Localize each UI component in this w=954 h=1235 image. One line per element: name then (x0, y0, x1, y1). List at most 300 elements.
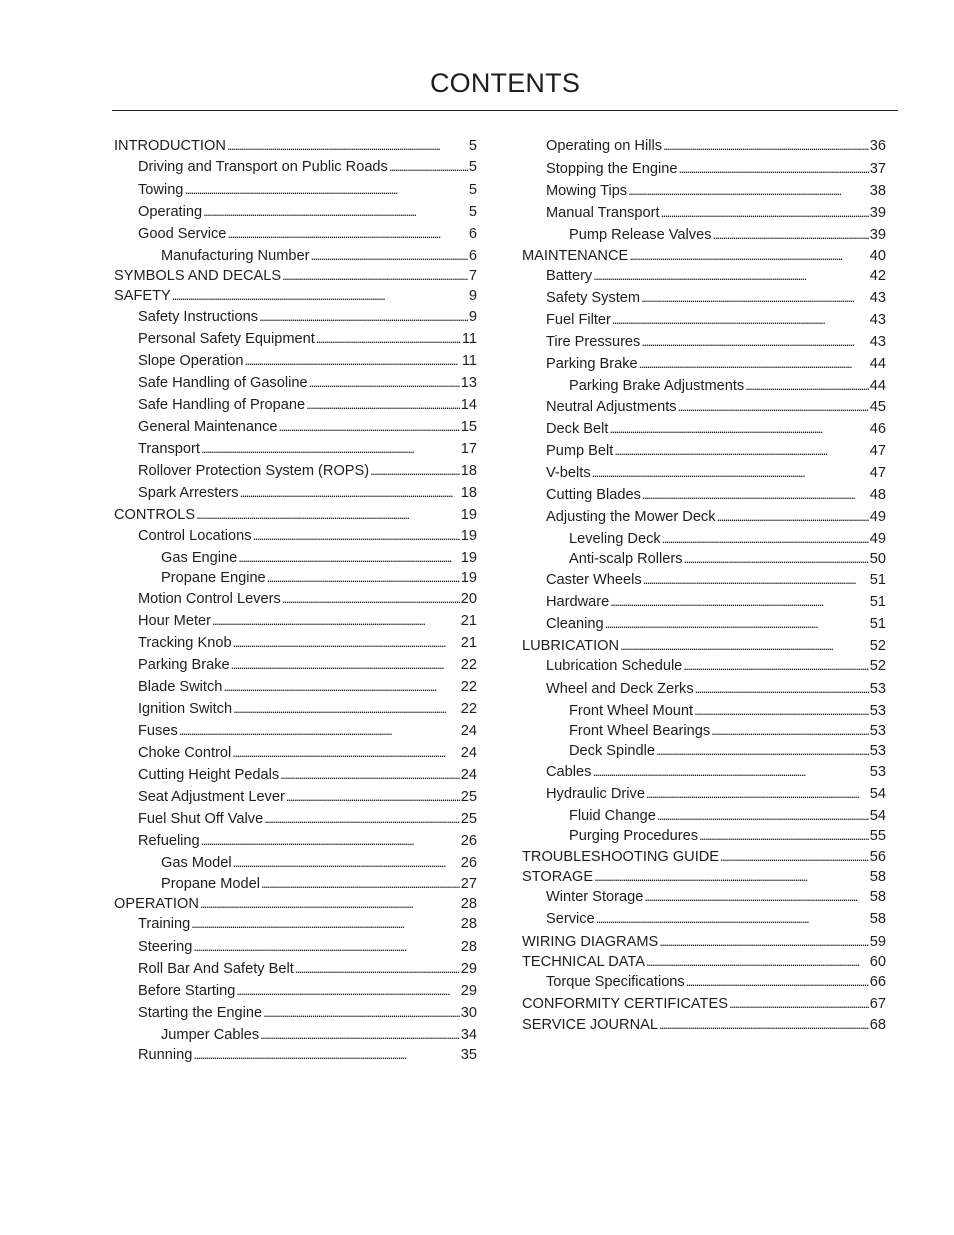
toc-entry[interactable] (161, 247, 477, 265)
toc-entry-page: 35 (460, 1047, 477, 1063)
toc-leader-dots (310, 247, 467, 265)
toc-entry-page: 51 (869, 616, 886, 632)
toc-entry-title: Winter Storage (546, 889, 644, 905)
toc-entry-page: 14 (460, 397, 477, 413)
toc-entry-page: 46 (869, 421, 886, 437)
toc-entry-page: 19 (460, 570, 477, 586)
toc-entry-title: Caster Wheels (546, 572, 642, 588)
toc-entry[interactable] (546, 910, 886, 928)
toc-entry[interactable] (138, 788, 477, 806)
toc-entry-page: 18 (460, 463, 477, 479)
toc-leader-dots (620, 637, 869, 655)
toc-entry-title: Training (138, 916, 191, 932)
toc-leader-dots (389, 158, 468, 176)
toc-entry-page: 17 (460, 441, 477, 457)
toc-entry[interactable] (138, 374, 477, 392)
toc-entry[interactable] (161, 549, 477, 567)
toc-entry-title: Driving and Transport on Public Roads (138, 159, 388, 175)
toc-entry[interactable] (546, 571, 886, 589)
toc-entry-title: Pump Release Valves (569, 227, 712, 243)
toc-entry-title: TROUBLESHOOTING GUIDE (522, 849, 720, 865)
toc-entry-page: 58 (869, 889, 886, 905)
toc-entry-page: 19 (460, 528, 477, 544)
toc-leader-dots (236, 982, 459, 1000)
toc-entry-title: Deck Belt (546, 421, 609, 437)
toc-leader-dots (612, 311, 869, 329)
toc-leader-dots (244, 352, 460, 370)
toc-entry-page: 59 (869, 934, 886, 950)
toc-entry-page: 26 (460, 833, 477, 849)
toc-entry-title: Good Service (138, 226, 227, 242)
toc-entry[interactable] (546, 355, 886, 373)
toc-entry-title: Fuel Filter (546, 312, 611, 328)
toc-entry-title: Front Wheel Mount (569, 703, 694, 719)
toc-entry-page: 68 (869, 1017, 886, 1033)
toc-entry[interactable] (138, 656, 477, 674)
toc-leader-dots (657, 807, 869, 825)
toc-entry[interactable] (138, 1046, 477, 1064)
toc-entry[interactable] (138, 527, 477, 545)
toc-entry-title: Safety Instructions (138, 309, 259, 325)
toc-entry-page: 47 (869, 465, 886, 481)
toc-entry[interactable] (546, 137, 886, 155)
toc-leader-dots (686, 973, 869, 991)
toc-entry-page: 40 (869, 248, 886, 264)
toc-entry-title: Adjusting the Mower Deck (546, 509, 716, 525)
toc-entry-page: 24 (460, 767, 477, 783)
toc-entry[interactable] (114, 287, 477, 305)
toc-leader-dots (659, 933, 869, 951)
toc-entry-page: 42 (869, 268, 886, 284)
toc-entry-page: 48 (869, 487, 886, 503)
toc-entry-title: Stopping the Engine (546, 161, 678, 177)
toc-entry-title: Parking Brake Adjustments (569, 378, 745, 394)
toc-leader-dots (259, 308, 468, 326)
toc-entry-page: 22 (460, 657, 477, 673)
toc-entry[interactable] (546, 615, 886, 633)
toc-entry-title: LUBRICATION (522, 638, 620, 654)
toc-entry-title: Roll Bar And Safety Belt (138, 961, 294, 977)
toc-leader-dots (610, 593, 869, 611)
toc-entry-page: 29 (460, 983, 477, 999)
toc-leader-dots (260, 1026, 460, 1044)
toc-entry-page: 53 (869, 764, 886, 780)
page-title: CONTENTS (429, 68, 581, 98)
toc-entry-page: 55 (869, 828, 886, 844)
toc-entry[interactable] (569, 722, 886, 740)
toc-entry[interactable] (546, 160, 886, 178)
toc-entry-page: 54 (869, 808, 886, 824)
toc-entry-page: 30 (460, 1005, 477, 1021)
toc-leader-dots (231, 656, 460, 674)
toc-leader-dots (643, 571, 869, 589)
toc-entry-title: Operating (138, 204, 203, 220)
toc-entry-title: Mowing Tips (546, 183, 628, 199)
toc-entry[interactable] (546, 311, 886, 329)
toc-entry-page: 24 (460, 723, 477, 739)
toc-entry[interactable] (522, 933, 886, 951)
toc-entry-title: STORAGE (522, 869, 594, 885)
toc-entry[interactable] (138, 960, 477, 978)
toc-entry-page: 45 (869, 399, 886, 415)
toc-entry-page: 43 (869, 334, 886, 350)
toc-entry-page: 9 (468, 309, 477, 325)
toc-leader-dots (594, 868, 869, 886)
toc-entry[interactable] (522, 247, 886, 265)
toc-entry[interactable] (546, 398, 886, 416)
toc-leader-dots (233, 854, 460, 872)
toc-entry[interactable] (138, 590, 477, 608)
toc-entry[interactable] (546, 464, 886, 482)
toc-entry-page: 28 (460, 896, 477, 912)
toc-entry[interactable] (114, 895, 477, 913)
toc-leader-dots (711, 722, 869, 740)
toc-entry-title: Lubrication Schedule (546, 658, 683, 674)
toc-entry-page: 52 (869, 658, 886, 674)
toc-entry[interactable] (569, 377, 886, 395)
toc-leader-dots (605, 615, 869, 633)
toc-entry-title: CONFORMITY CERTIFICATES (522, 996, 728, 1012)
toc-entry-page: 58 (869, 869, 886, 885)
toc-entry-title: Refueling (138, 833, 200, 849)
toc-entry[interactable] (138, 330, 477, 348)
toc-entry-title: TECHNICAL DATA (522, 954, 645, 970)
toc-entry[interactable] (522, 1016, 886, 1034)
toc-entry-page: 13 (460, 375, 477, 391)
toc-leader-dots (678, 398, 869, 416)
toc-entry[interactable] (138, 722, 477, 740)
toc-entry[interactable] (546, 593, 886, 611)
toc-entry[interactable] (138, 634, 477, 652)
toc-leader-dots (264, 810, 460, 828)
toc-entry[interactable] (161, 569, 477, 587)
toc-entry-page: 5 (468, 138, 477, 154)
toc-entry[interactable] (138, 158, 477, 176)
toc-entry-title: General Maintenance (138, 419, 278, 435)
toc-entry-title: Propane Engine (161, 570, 266, 586)
toc-leader-dots (713, 226, 869, 244)
toc-entry-page: 7 (468, 268, 477, 284)
toc-entry[interactable] (138, 181, 477, 199)
toc-leader-dots (656, 742, 869, 760)
toc-leader-dots (238, 549, 460, 567)
toc-leader-dots (662, 530, 869, 548)
toc-entry[interactable] (546, 973, 886, 991)
toc-entry-page: 66 (869, 974, 886, 990)
toc-entry-page: 60 (869, 954, 886, 970)
toc-entry[interactable] (138, 484, 477, 502)
toc-entry-title: Towing (138, 182, 184, 198)
toc-entry-title: Personal Safety Equipment (138, 331, 315, 347)
toc-leader-dots (233, 700, 460, 718)
toc-entry-title: Battery (546, 268, 593, 284)
toc-entry-page: 37 (869, 161, 886, 177)
toc-entry-title: Parking Brake (138, 657, 230, 673)
toc-entry[interactable] (161, 854, 477, 872)
toc-entry-title: Gas Model (161, 855, 232, 871)
toc-entry[interactable] (569, 550, 886, 568)
toc-entry-page: 5 (468, 182, 477, 198)
toc-entry[interactable] (546, 486, 886, 504)
toc-leader-dots (306, 396, 460, 414)
toc-entry-page: 24 (460, 745, 477, 761)
toc-entry[interactable] (138, 308, 477, 326)
toc-leader-dots (201, 440, 460, 458)
toc-entry[interactable] (161, 1026, 477, 1044)
toc-entry-title: Spark Arresters (138, 485, 239, 501)
toc-entry[interactable] (546, 657, 886, 675)
toc-entry[interactable] (569, 226, 886, 244)
toc-entry-page: 38 (869, 183, 886, 199)
toc-entry-title: Seat Adjustment Lever (138, 789, 285, 805)
toc-leader-dots (261, 875, 460, 893)
toc-entry[interactable] (138, 418, 477, 436)
toc-entry-page: 47 (869, 443, 886, 459)
toc-entry[interactable] (138, 810, 477, 828)
toc-entry[interactable] (522, 953, 886, 971)
toc-leader-dots (683, 657, 868, 675)
toc-entry[interactable] (138, 678, 477, 696)
toc-leader-dots (639, 355, 869, 373)
toc-entry-title: Transport (138, 441, 200, 457)
toc-entry-title: Wheel and Deck Zerks (546, 681, 694, 697)
toc-leader-dots (240, 484, 460, 502)
toc-entry-title: Safe Handling of Gasoline (138, 375, 308, 391)
toc-entry-page: 58 (869, 911, 886, 927)
toc-entry-page: 19 (460, 550, 477, 566)
toc-leader-dots (196, 506, 460, 524)
toc-leader-dots (282, 590, 460, 608)
toc-leader-dots (729, 995, 869, 1013)
toc-entry-page: 53 (869, 681, 886, 697)
toc-leader-dots (193, 1046, 459, 1064)
toc-entry-title: Running (138, 1047, 193, 1063)
toc-entry[interactable] (546, 182, 886, 200)
toc-entry[interactable] (114, 137, 477, 155)
toc-entry-title: Hydraulic Drive (546, 786, 645, 802)
toc-entry-title: Motion Control Levers (138, 591, 281, 607)
toc-entry[interactable] (546, 333, 886, 351)
toc-entry[interactable] (138, 982, 477, 1000)
toc-leader-dots (628, 182, 869, 200)
toc-entry-title: Torque Specifications (546, 974, 685, 990)
toc-entry-title: Fuel Shut Off Valve (138, 811, 264, 827)
toc-entry-page: 53 (869, 703, 886, 719)
toc-entry-title: Safety System (546, 290, 641, 306)
toc-entry-title: CONTROLS (114, 507, 196, 523)
toc-entry-title: Steering (138, 939, 193, 955)
toc-entry[interactable] (138, 225, 477, 243)
toc-entry[interactable] (546, 289, 886, 307)
toc-leader-dots (267, 569, 460, 587)
toc-entry-page: 43 (869, 312, 886, 328)
toc-entry[interactable] (522, 995, 886, 1013)
toc-entry[interactable] (569, 807, 886, 825)
toc-entry[interactable] (546, 763, 886, 781)
toc-entry-title: Hour Meter (138, 613, 211, 629)
toc-entry-title: Starting the Engine (138, 1005, 263, 1021)
toc-entry-title: SERVICE JOURNAL (522, 1017, 658, 1033)
toc-entry[interactable] (138, 766, 477, 784)
toc-leader-dots (212, 612, 460, 630)
toc-entry-page: 5 (468, 159, 477, 175)
toc-entry-page: 21 (460, 613, 477, 629)
toc-entry-page: 52 (869, 638, 886, 654)
toc-entry-title: Control Locations (138, 528, 252, 544)
toc-entry-page: 6 (468, 226, 477, 242)
toc-entry-title: Hardware (546, 594, 610, 610)
toc-entry-title: SAFETY (114, 288, 171, 304)
toc-leader-dots (646, 953, 869, 971)
toc-leader-dots (184, 181, 467, 199)
toc-entry-title: SYMBOLS AND DECALS (114, 268, 282, 284)
toc-entry-title: Parking Brake (546, 356, 638, 372)
toc-entry[interactable] (114, 506, 477, 524)
toc-entry[interactable] (546, 442, 886, 460)
toc-entry-title: Blade Switch (138, 679, 223, 695)
toc-leader-dots (684, 550, 869, 568)
toc-entry[interactable] (138, 440, 477, 458)
toc-entry-page: 51 (869, 572, 886, 588)
toc-leader-dots (227, 137, 468, 155)
toc-leader-dots (717, 508, 869, 526)
toc-leader-dots (592, 763, 868, 781)
toc-entry-title: Propane Model (161, 876, 260, 892)
toc-leader-dots (678, 160, 868, 178)
toc-entry-title: Gas Engine (161, 550, 238, 566)
toc-entry-title: Tracking Knob (138, 635, 232, 651)
toc-entry-title: OPERATION (114, 896, 199, 912)
toc-leader-dots (694, 702, 869, 720)
toc-entry-title: Cutting Blades (546, 487, 641, 503)
toc-leader-dots (695, 680, 869, 698)
toc-entry[interactable] (114, 267, 477, 285)
toc-entry-page: 6 (468, 248, 477, 264)
toc-leader-dots (193, 938, 459, 956)
toc-entry-page: 29 (460, 961, 477, 977)
toc-leader-dots (609, 420, 868, 438)
toc-entry-page: 51 (869, 594, 886, 610)
toc-entry-page: 22 (460, 701, 477, 717)
toc-leader-dots (593, 267, 869, 285)
toc-entry-page: 25 (460, 811, 477, 827)
toc-entry-title: V-belts (546, 465, 591, 481)
toc-entry[interactable] (138, 832, 477, 850)
toc-leader-dots (614, 442, 868, 460)
toc-entry[interactable] (546, 785, 886, 803)
toc-entry[interactable] (546, 267, 886, 285)
toc-entry-title: Slope Operation (138, 353, 244, 369)
toc-entry[interactable] (138, 1004, 477, 1022)
toc-entry-title: Service (546, 911, 595, 927)
toc-entry[interactable] (522, 637, 886, 655)
toc-leader-dots (641, 289, 869, 307)
toc-leader-dots (642, 486, 869, 504)
toc-entry[interactable] (546, 508, 886, 526)
toc-entry-title: Tire Pressures (546, 334, 641, 350)
toc-leader-dots (592, 464, 869, 482)
toc-entry-title: Before Starting (138, 983, 236, 999)
toc-entry[interactable] (569, 742, 886, 760)
toc-leader-dots (172, 287, 468, 305)
toc-entry-title: Jumper Cables (161, 1027, 260, 1043)
toc-entry-title: WIRING DIAGRAMS (522, 934, 659, 950)
toc-leader-dots (659, 1016, 869, 1034)
toc-leader-dots (282, 267, 468, 285)
toc-entry[interactable] (161, 875, 477, 893)
toc-entry-page: 27 (460, 876, 477, 892)
toc-entry[interactable] (522, 848, 886, 866)
toc-entry-page: 15 (460, 419, 477, 435)
toc-entry-title: Fuses (138, 723, 178, 739)
toc-leader-dots (720, 848, 869, 866)
toc-entry[interactable] (138, 938, 477, 956)
toc-entry-page: 44 (869, 378, 886, 394)
toc-entry[interactable] (546, 888, 886, 906)
toc-entry-page: 19 (460, 507, 477, 523)
toc-leader-dots (370, 462, 460, 480)
toc-entry[interactable] (138, 744, 477, 762)
toc-entry[interactable] (138, 203, 477, 221)
toc-leader-dots (629, 247, 869, 265)
toc-entry-page: 53 (869, 743, 886, 759)
toc-entry-title: Front Wheel Bearings (569, 723, 711, 739)
toc-entry-page: 49 (869, 531, 886, 547)
toc-entry-page: 28 (460, 939, 477, 955)
toc-entry[interactable] (546, 680, 886, 698)
toc-leader-dots (233, 634, 460, 652)
toc-entry-title: Operating on Hills (546, 138, 662, 154)
toc-entry-title: MAINTENANCE (522, 248, 629, 264)
toc-leader-dots (200, 895, 460, 913)
toc-entry[interactable] (522, 868, 886, 886)
toc-entry[interactable] (138, 352, 477, 370)
toc-leader-dots (646, 785, 869, 803)
toc-entry[interactable] (569, 530, 886, 548)
toc-entry[interactable] (546, 420, 886, 438)
toc-entry-page: 44 (869, 356, 886, 372)
toc-leader-dots (253, 527, 460, 545)
toc-entry[interactable] (138, 462, 477, 480)
toc-entry-title: INTRODUCTION (114, 138, 226, 154)
toc-entry-page: 67 (869, 996, 886, 1012)
toc-entry-title: Neutral Adjustments (546, 399, 677, 415)
toc-entry[interactable] (569, 702, 886, 720)
toc-leader-dots (279, 418, 460, 436)
toc-entry-title: Manufacturing Number (161, 248, 310, 264)
toc-entry-page: 49 (869, 509, 886, 525)
toc-entry-page: 36 (869, 138, 886, 154)
toc-entry[interactable] (138, 700, 477, 718)
toc-leader-dots (661, 204, 869, 222)
toc-entry[interactable] (138, 915, 477, 933)
toc-entry[interactable] (546, 204, 886, 222)
toc-entry-page: 5 (468, 204, 477, 220)
toc-entry[interactable] (138, 396, 477, 414)
toc-entry-title: Rollover Protection System (ROPS) (138, 463, 370, 479)
toc-leader-dots (309, 374, 460, 392)
toc-leader-dots (280, 766, 460, 784)
toc-leader-dots (295, 960, 460, 978)
toc-entry[interactable] (569, 827, 886, 845)
toc-entry-title: Deck Spindle (569, 743, 655, 759)
title-divider (112, 110, 898, 111)
toc-entry[interactable] (138, 612, 477, 630)
toc-entry-page: 39 (869, 205, 886, 221)
toc-leader-dots (745, 377, 869, 395)
toc-entry-page: 21 (460, 635, 477, 651)
toc-entry-title: Cables (546, 764, 592, 780)
